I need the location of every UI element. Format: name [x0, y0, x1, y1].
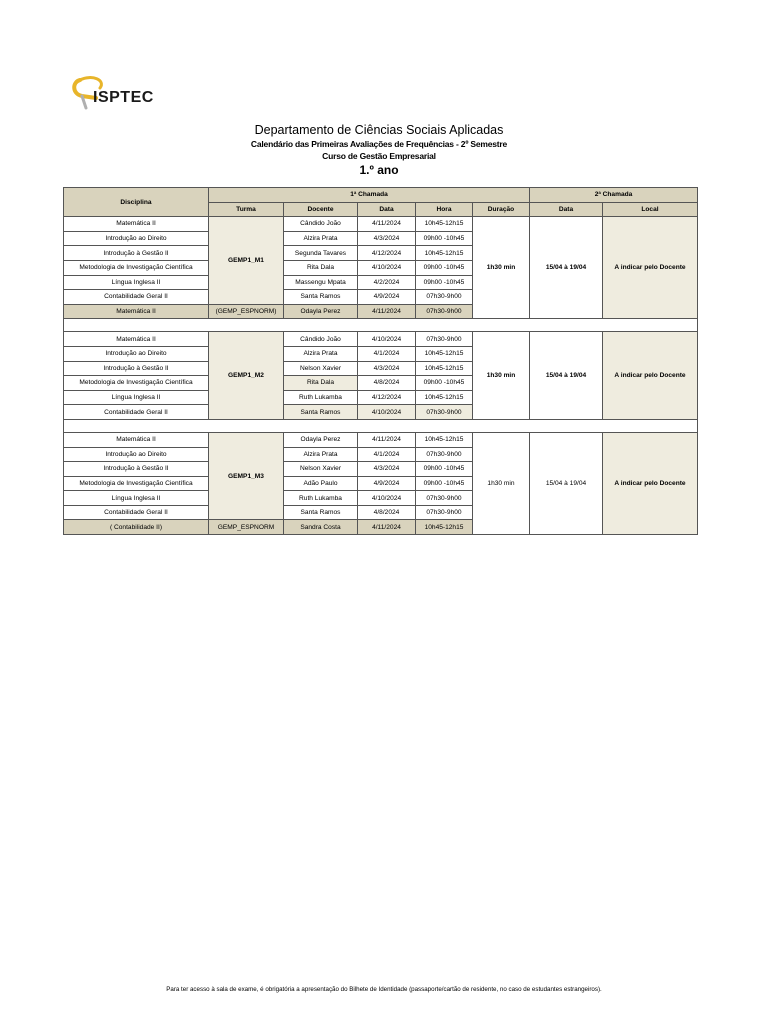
cell-docente: Nelson Xavier [284, 361, 358, 376]
cell-data: 4/11/2024 [358, 520, 416, 535]
cell-docente: Segunda Tavares [284, 246, 358, 261]
cell-turma: (GEMP_ESPNORM) [209, 304, 284, 319]
department-title: Departamento de Ciências Sociais Aplicadas [254, 123, 504, 137]
cell-docente: Adão Paulo [284, 476, 358, 491]
col-duracao: Duração [473, 202, 530, 217]
cell-hora: 07h30-9h00 [416, 491, 473, 506]
cell-hora: 09h00 -10h45 [416, 376, 473, 391]
cell-disciplina: Introdução à Gestão II [64, 246, 209, 261]
cell-docente: Alzira Prata [284, 346, 358, 361]
cell-data-second: 15/04 à 19/04 [530, 217, 603, 319]
cell-data: 4/9/2024 [358, 290, 416, 305]
cell-docente: Alzira Prata [284, 231, 358, 246]
document-header [0, 122, 758, 178]
cell-hora: 09h00 -10h45 [416, 231, 473, 246]
cell-docente: Santa Ramos [284, 290, 358, 305]
cell-data-second: 15/04 à 19/04 [530, 432, 603, 534]
cell-docente: Massengu Mpata [284, 275, 358, 290]
cell-docente: Odayla Perez [284, 304, 358, 319]
cell-hora: 10h45-12h15 [416, 390, 473, 405]
col-data-second: Data [530, 202, 603, 217]
cell-docente: Odayla Perez [284, 432, 358, 447]
cell-data: 4/10/2024 [358, 405, 416, 420]
cell-data: 4/12/2024 [358, 390, 416, 405]
calendar-title: Calendário das Primeiras Avaliações de Frequências - 2º Semestre [250, 139, 508, 149]
group-separator [64, 419, 698, 432]
exam-schedule-table [63, 187, 698, 535]
cell-turma: GEMP_ESPNORM [209, 520, 284, 535]
logo-text: ISPTEC [93, 89, 154, 106]
cell-docente: Sandra Costa [284, 520, 358, 535]
cell-disciplina: Metodologia de Investigação Científica [64, 476, 209, 491]
cell-hora: 10h45-12h15 [416, 361, 473, 376]
cell-hora: 10h45-12h15 [416, 432, 473, 447]
cell-hora: 07h30-9h00 [416, 505, 473, 520]
cell-data: 4/10/2024 [358, 332, 416, 347]
cell-duracao: 1h30 min [473, 332, 530, 420]
cell-local: A indicar pelo Docente [603, 217, 698, 319]
cell-hora: 10h45-12h15 [416, 246, 473, 261]
cell-disciplina: Metodologia de Investigação Científica [64, 260, 209, 275]
cell-disciplina: Língua Inglesa II [64, 491, 209, 506]
cell-docente: Ruth Lukamba [284, 390, 358, 405]
cell-disciplina: Contabilidade Geral II [64, 505, 209, 520]
cell-docente: Santa Ramos [284, 505, 358, 520]
cell-data: 4/3/2024 [358, 462, 416, 477]
second-call-header: 2ª Chamada [530, 188, 698, 203]
cell-local: A indicar pelo Docente [603, 432, 698, 534]
first-call-header: 1ª Chamada [209, 188, 530, 203]
cell-disciplina: Língua Inglesa II [64, 390, 209, 405]
cell-docente: Rita Dala [284, 376, 358, 391]
col-docente: Docente [284, 202, 358, 217]
cell-hora: 07h30-9h00 [416, 332, 473, 347]
cell-disciplina: Matemática II [64, 432, 209, 447]
cell-docente: Santa Ramos [284, 405, 358, 420]
cell-disciplina: Língua Inglesa II [64, 275, 209, 290]
year-title: 1.º ano [359, 163, 399, 177]
cell-hora: 09h00 -10h45 [416, 260, 473, 275]
cell-data: 4/8/2024 [358, 505, 416, 520]
cell-hora: 09h00 -10h45 [416, 476, 473, 491]
cell-data: 4/3/2024 [358, 231, 416, 246]
footer-note: Para ter acesso à sala de exame, é obrigatória a apresentação do Bilhete de Identidade (passaporte/cartão de residente, no caso de estudantes estrangeiros). [166, 986, 602, 993]
cell-disciplina: Contabilidade Geral II [64, 405, 209, 420]
cell-duracao: 1h30 min [473, 432, 530, 534]
table-row [64, 332, 698, 347]
cell-data: 4/1/2024 [358, 346, 416, 361]
cell-data: 4/12/2024 [358, 246, 416, 261]
col-hora: Hora [416, 202, 473, 217]
cell-disciplina: ( Contabilidade II) [64, 520, 209, 535]
cell-data: 4/11/2024 [358, 304, 416, 319]
cell-hora: 07h30-9h00 [416, 405, 473, 420]
cell-disciplina: Introdução à Gestão II [64, 361, 209, 376]
col-data: Data [358, 202, 416, 217]
cell-hora: 09h00 -10h45 [416, 275, 473, 290]
cell-disciplina: Introdução ao Direito [64, 346, 209, 361]
cell-docente: Rita Dala [284, 260, 358, 275]
cell-data-second: 15/04 à 19/04 [530, 332, 603, 420]
cell-disciplina: Introdução ao Direito [64, 231, 209, 246]
cell-data: 4/9/2024 [358, 476, 416, 491]
table-row [64, 217, 698, 232]
cell-data: 4/10/2024 [358, 260, 416, 275]
cell-docente: Cândido João [284, 217, 358, 232]
cell-docente: Alzira Prata [284, 447, 358, 462]
cell-data: 4/10/2024 [358, 491, 416, 506]
cell-local: A indicar pelo Docente [603, 332, 698, 420]
cell-hora: 07h30-9h00 [416, 304, 473, 319]
cell-docente: Nelson Xavier [284, 462, 358, 477]
cell-disciplina: Matemática II [64, 304, 209, 319]
cell-hora: 07h30-9h00 [416, 447, 473, 462]
cell-hora: 09h00 -10h45 [416, 462, 473, 477]
cell-turma: GEMP1_M1 [209, 217, 284, 305]
group-separator [64, 319, 698, 332]
cell-docente: Ruth Lukamba [284, 491, 358, 506]
course-title: Curso de Gestão Empresarial [322, 151, 436, 161]
cell-hora: 07h30-9h00 [416, 290, 473, 305]
cell-disciplina: Introdução ao Direito [64, 447, 209, 462]
cell-docente: Cândido João [284, 332, 358, 347]
cell-disciplina: Contabilidade Geral II [64, 290, 209, 305]
col-local: Local [603, 202, 698, 217]
cell-turma: GEMP1_M2 [209, 332, 284, 420]
cell-hora: 10h45-12h15 [416, 217, 473, 232]
cell-disciplina: Matemática II [64, 217, 209, 232]
cell-turma: GEMP1_M3 [209, 432, 284, 520]
cell-disciplina: Matemática II [64, 332, 209, 347]
cell-duracao: 1h30 min [473, 217, 530, 319]
cell-data: 4/8/2024 [358, 376, 416, 391]
cell-data: 4/1/2024 [358, 447, 416, 462]
table-row [64, 432, 698, 447]
cell-data: 4/2/2024 [358, 275, 416, 290]
col-disciplina: Disciplina [64, 188, 209, 217]
cell-disciplina: Introdução à Gestão II [64, 462, 209, 477]
col-turma: Turma [209, 202, 284, 217]
cell-hora: 10h45-12h15 [416, 520, 473, 535]
cell-disciplina: Metodologia de Investigação Científica [64, 376, 209, 391]
cell-hora: 10h45-12h15 [416, 346, 473, 361]
cell-data: 4/11/2024 [358, 217, 416, 232]
cell-data: 4/11/2024 [358, 432, 416, 447]
cell-data: 4/3/2024 [358, 361, 416, 376]
